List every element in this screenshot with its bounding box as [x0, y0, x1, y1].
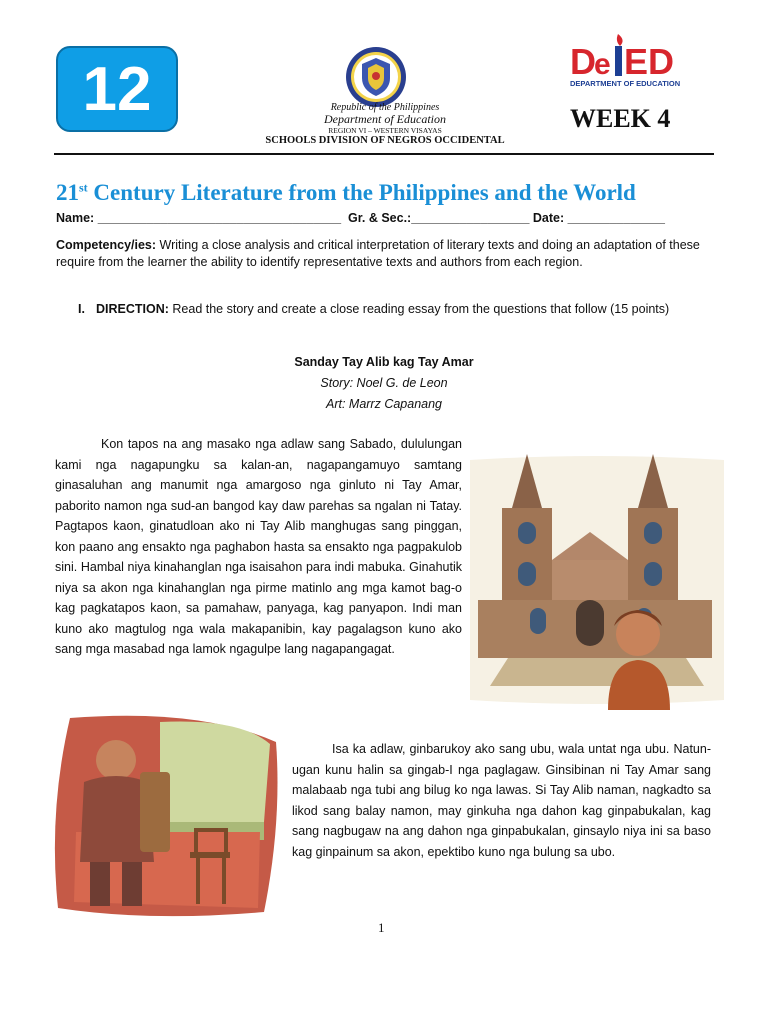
grade-number: 12 [82, 54, 152, 124]
story-paragraph-1: Kon tapos na ang masako nga adlaw sang Sabado, dululungan kami nga nagapungku sa kalan-an, nagapangamuyo samtang ginasaluhan ang manumit nga amargoso nga ginluto ni Tay Amar, paborito namon nga sud-an bangod kay daw parehas sa ngalan ni Tatay. Pagtapos kaon, ginatudloan ako ni Tay Alib manghugas sang pinggan, kon paano ang ensakto nga paghabon hasta sa ensakto nga pagpakulob sini. Hambal niya kinahanglan nga isaisahon para indi mabuka. Ginahutik niya sa akon nga kinahanglan nga pirme matinlo ang mga kamot bag-o kag pagkatapos kaon, sa pamahaw, panyaga, kag panyapon. Indi man kuno ako magtulog nga wala makapanibin, kay pagalagson kuno ako sang mga masabad nga lamok ngagulpe lang nagapangagat. [55, 437, 462, 656]
story-author: Story: Noel G. de Leon [320, 376, 448, 390]
department-label: Department of Education [324, 112, 446, 126]
title-number: 21 [56, 180, 79, 205]
grade-section-label: Gr. & Sec.: [347, 211, 412, 225]
header-text-block [190, 103, 580, 147]
direction-text: Read the story and create a close reading essay from the questions that follow (15 points) [168, 302, 670, 316]
story-title: Sanday Tay Alib kag Tay Amar [294, 355, 474, 369]
republic-label: Republic of the Philippines [330, 102, 440, 113]
page-title [56, 180, 636, 206]
deped-logo-icon [568, 32, 694, 92]
kitchen-illustration-icon [50, 712, 282, 920]
direction-label: DIRECTION: [96, 302, 169, 316]
competency-text: Writing a close analysis and critical interpretation of literary texts and doing an adaptation of these require from the learner the ability to identify representative texts and authors from each region. [56, 238, 700, 269]
name-field[interactable]: ___________________________________ [97, 211, 342, 225]
week-label: WEEK 4 [570, 104, 671, 133]
student-info-line [56, 211, 665, 225]
date-label: Date: [532, 211, 565, 225]
svg-text:DEPARTMENT OF EDUCATION: DEPARTMENT OF EDUCATION [570, 79, 681, 88]
direction-number: I. [78, 302, 85, 316]
story-heading [0, 352, 768, 415]
name-label: Name: [56, 211, 95, 225]
story-artist: Art: Marrz Capanang [325, 397, 443, 411]
region-label: REGION VI – WESTERN VISAYAS [328, 126, 442, 135]
competency-label: Competency/ies: [56, 238, 157, 252]
grade-section-field[interactable]: _________________ [411, 211, 530, 225]
page-number: 1 [378, 920, 385, 935]
svg-text:e: e [594, 48, 611, 81]
header-divider [54, 153, 714, 155]
title-rest: Century Literature from the Philippines and the World [87, 180, 636, 205]
story-paragraph-2: Isa ka adlaw, ginbarukoy ako sang ubu, wala untat nga ubu. Natun-ugan kunu halin sa gingab-I nga paglagaw. Ginsibinan ni Tay Amar sang malabaab nga tubi ang bilug ko nga lawas. Si Tay Alib naman, nagkadto sa likod sang balay namon, may ginkuha nga dahon kag ginpabukalan, kag sang nagbugaw na ang dahon nga ginpabukalan, ginsaylo niya ini sa baso kag ginpainum sa akon, epektibo kuno nga bulung sa ubo. [292, 742, 711, 859]
svg-text:ED: ED [624, 41, 675, 82]
deped-seal-icon [345, 46, 407, 108]
competency-paragraph [56, 237, 716, 271]
svg-text:D: D [570, 41, 596, 82]
grade-badge [56, 46, 178, 132]
date-field[interactable]: ______________ [567, 211, 665, 225]
direction-item [80, 301, 716, 318]
division-label: SCHOOLS DIVISION OF NEGROS OCCIDENTAL [265, 135, 505, 146]
church-illustration-icon [468, 450, 726, 710]
title-superscript: st [79, 180, 88, 195]
